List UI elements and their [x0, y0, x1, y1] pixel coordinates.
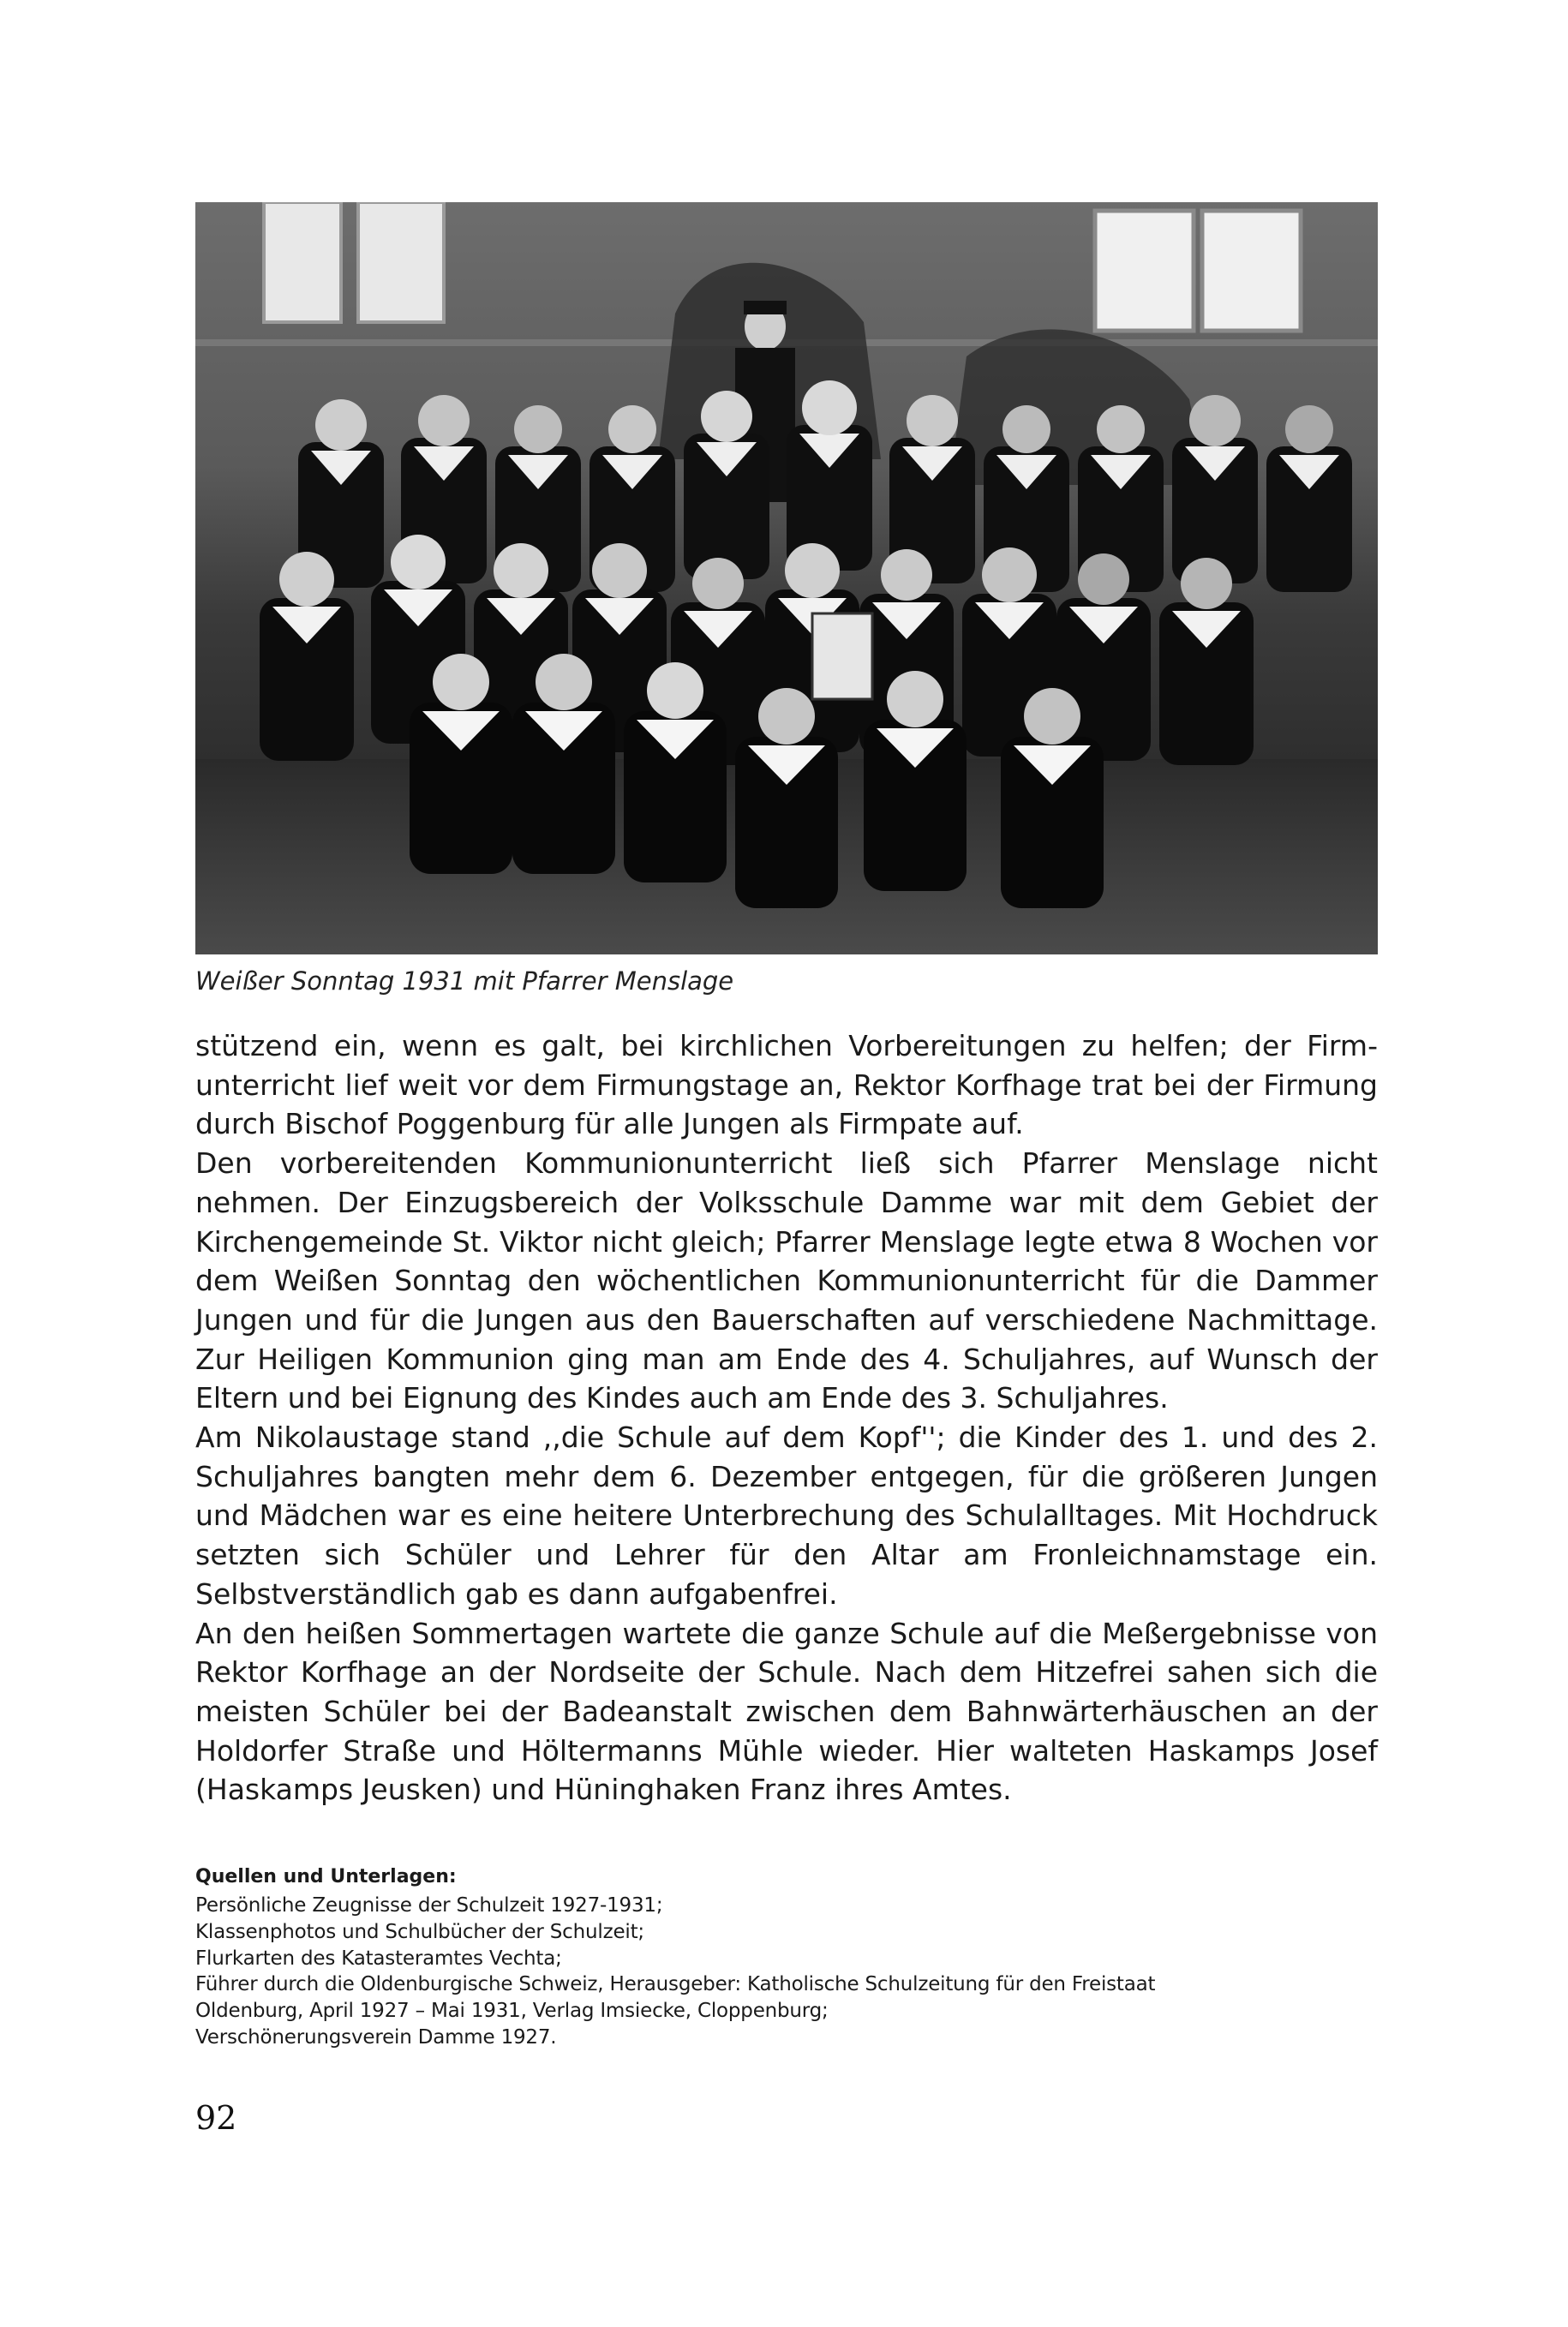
source-item: Klassenphotos und Schulbücher der Schulzeit;	[195, 1920, 644, 1943]
paragraph: An den heißen Sommertagen wartete die ganze Schule auf die Meßergebnisse von Rektor Korfhage an der Nordseite der Schule. Nach dem Hitzefrei sahen sich die meisten Schüler bei der Badeanstalt zwischen dem Bahnwärterhäuschen an der Holdorfer Straße und Höltermanns Mühle wieder. Hier walteten Haskamps Josef (Haskamps Jeusken) und Hüninghaken Franz ihres Amtes.	[195, 1616, 1378, 1807]
sources-list	[195, 1893, 1378, 2051]
paragraph: Den vorbereitenden Kommunionunterricht ließ sich Pfarrer Menslage nicht nehmen. Der Einzugsbereich der Volksschule Damme war mit dem Gebiet der Kirchengemeinde St. Viktor nicht gleich; Pfarrer Menslage legte etwa 8 Wochen vor dem Weißen Sonntag den wöchentlichen Kommunionunterricht für die Dammer Jungen und für die Jungen aus den Bauerschaften auf verschiedene Nachmittage. Zur Heiligen Kommunion ging man am Ende des 4. Schuljahres, auf Wunsch der Eltern und bei Eignung des Kindes auch am Ende des 3. Schuljahres.	[195, 1146, 1378, 1415]
framed-picture	[812, 613, 872, 699]
group-photo	[195, 202, 1378, 954]
paragraph: stützend ein, wenn es galt, bei kirchlichen Vorbereitungen zu helfen; der Firmunterricht lief weit vor dem Firmungstage an, Rektor Korfhage trat bei der Firmung durch Bischof Poggenburg für alle Jungen als Firmpate auf.	[195, 1029, 1378, 1141]
body-text	[195, 1026, 1378, 1810]
page-number: 92	[195, 2099, 237, 2137]
paragraph: Am Nikolaustage stand ,,die Schule auf dem Kopf''; die Kinder des 1. und des 2. Schuljahres bangten mehr dem 6. Dezember entgegen, für die größeren Jungen und Mädchen war es eine heitere Unterbrechung des Schulalltages. Mit Hochdruck setzten sich Schüler und Lehrer für den Altar am Fronleichnamstage ein. Selbstverständlich gab es dann aufgabenfrei.	[195, 1421, 1378, 1611]
source-item: Führer durch die Oldenburgische Schweiz, Herausgeber: Katholische Schulzeitung für den Freistaat	[195, 1973, 1156, 1996]
source-item: Verschönerungsverein Damme 1927.	[195, 2025, 557, 2049]
sources-section	[195, 1866, 1378, 2051]
photo-caption: Weißer Sonntag 1931 mit Pfarrer Menslage	[195, 966, 734, 996]
source-item: Flurkarten des Katasteramtes Vechta;	[195, 1947, 562, 1970]
sources-heading: Quellen und Unterlagen:	[195, 1866, 457, 1887]
source-item: Oldenburg, April 1927 – Mai 1931, Verlag Imsiecke, Cloppenburg;	[195, 2000, 829, 2023]
group-photo-illustration	[195, 202, 1378, 954]
source-item: Persönliche Zeugnisse der Schulzeit 1927-1931;	[195, 1894, 663, 1917]
